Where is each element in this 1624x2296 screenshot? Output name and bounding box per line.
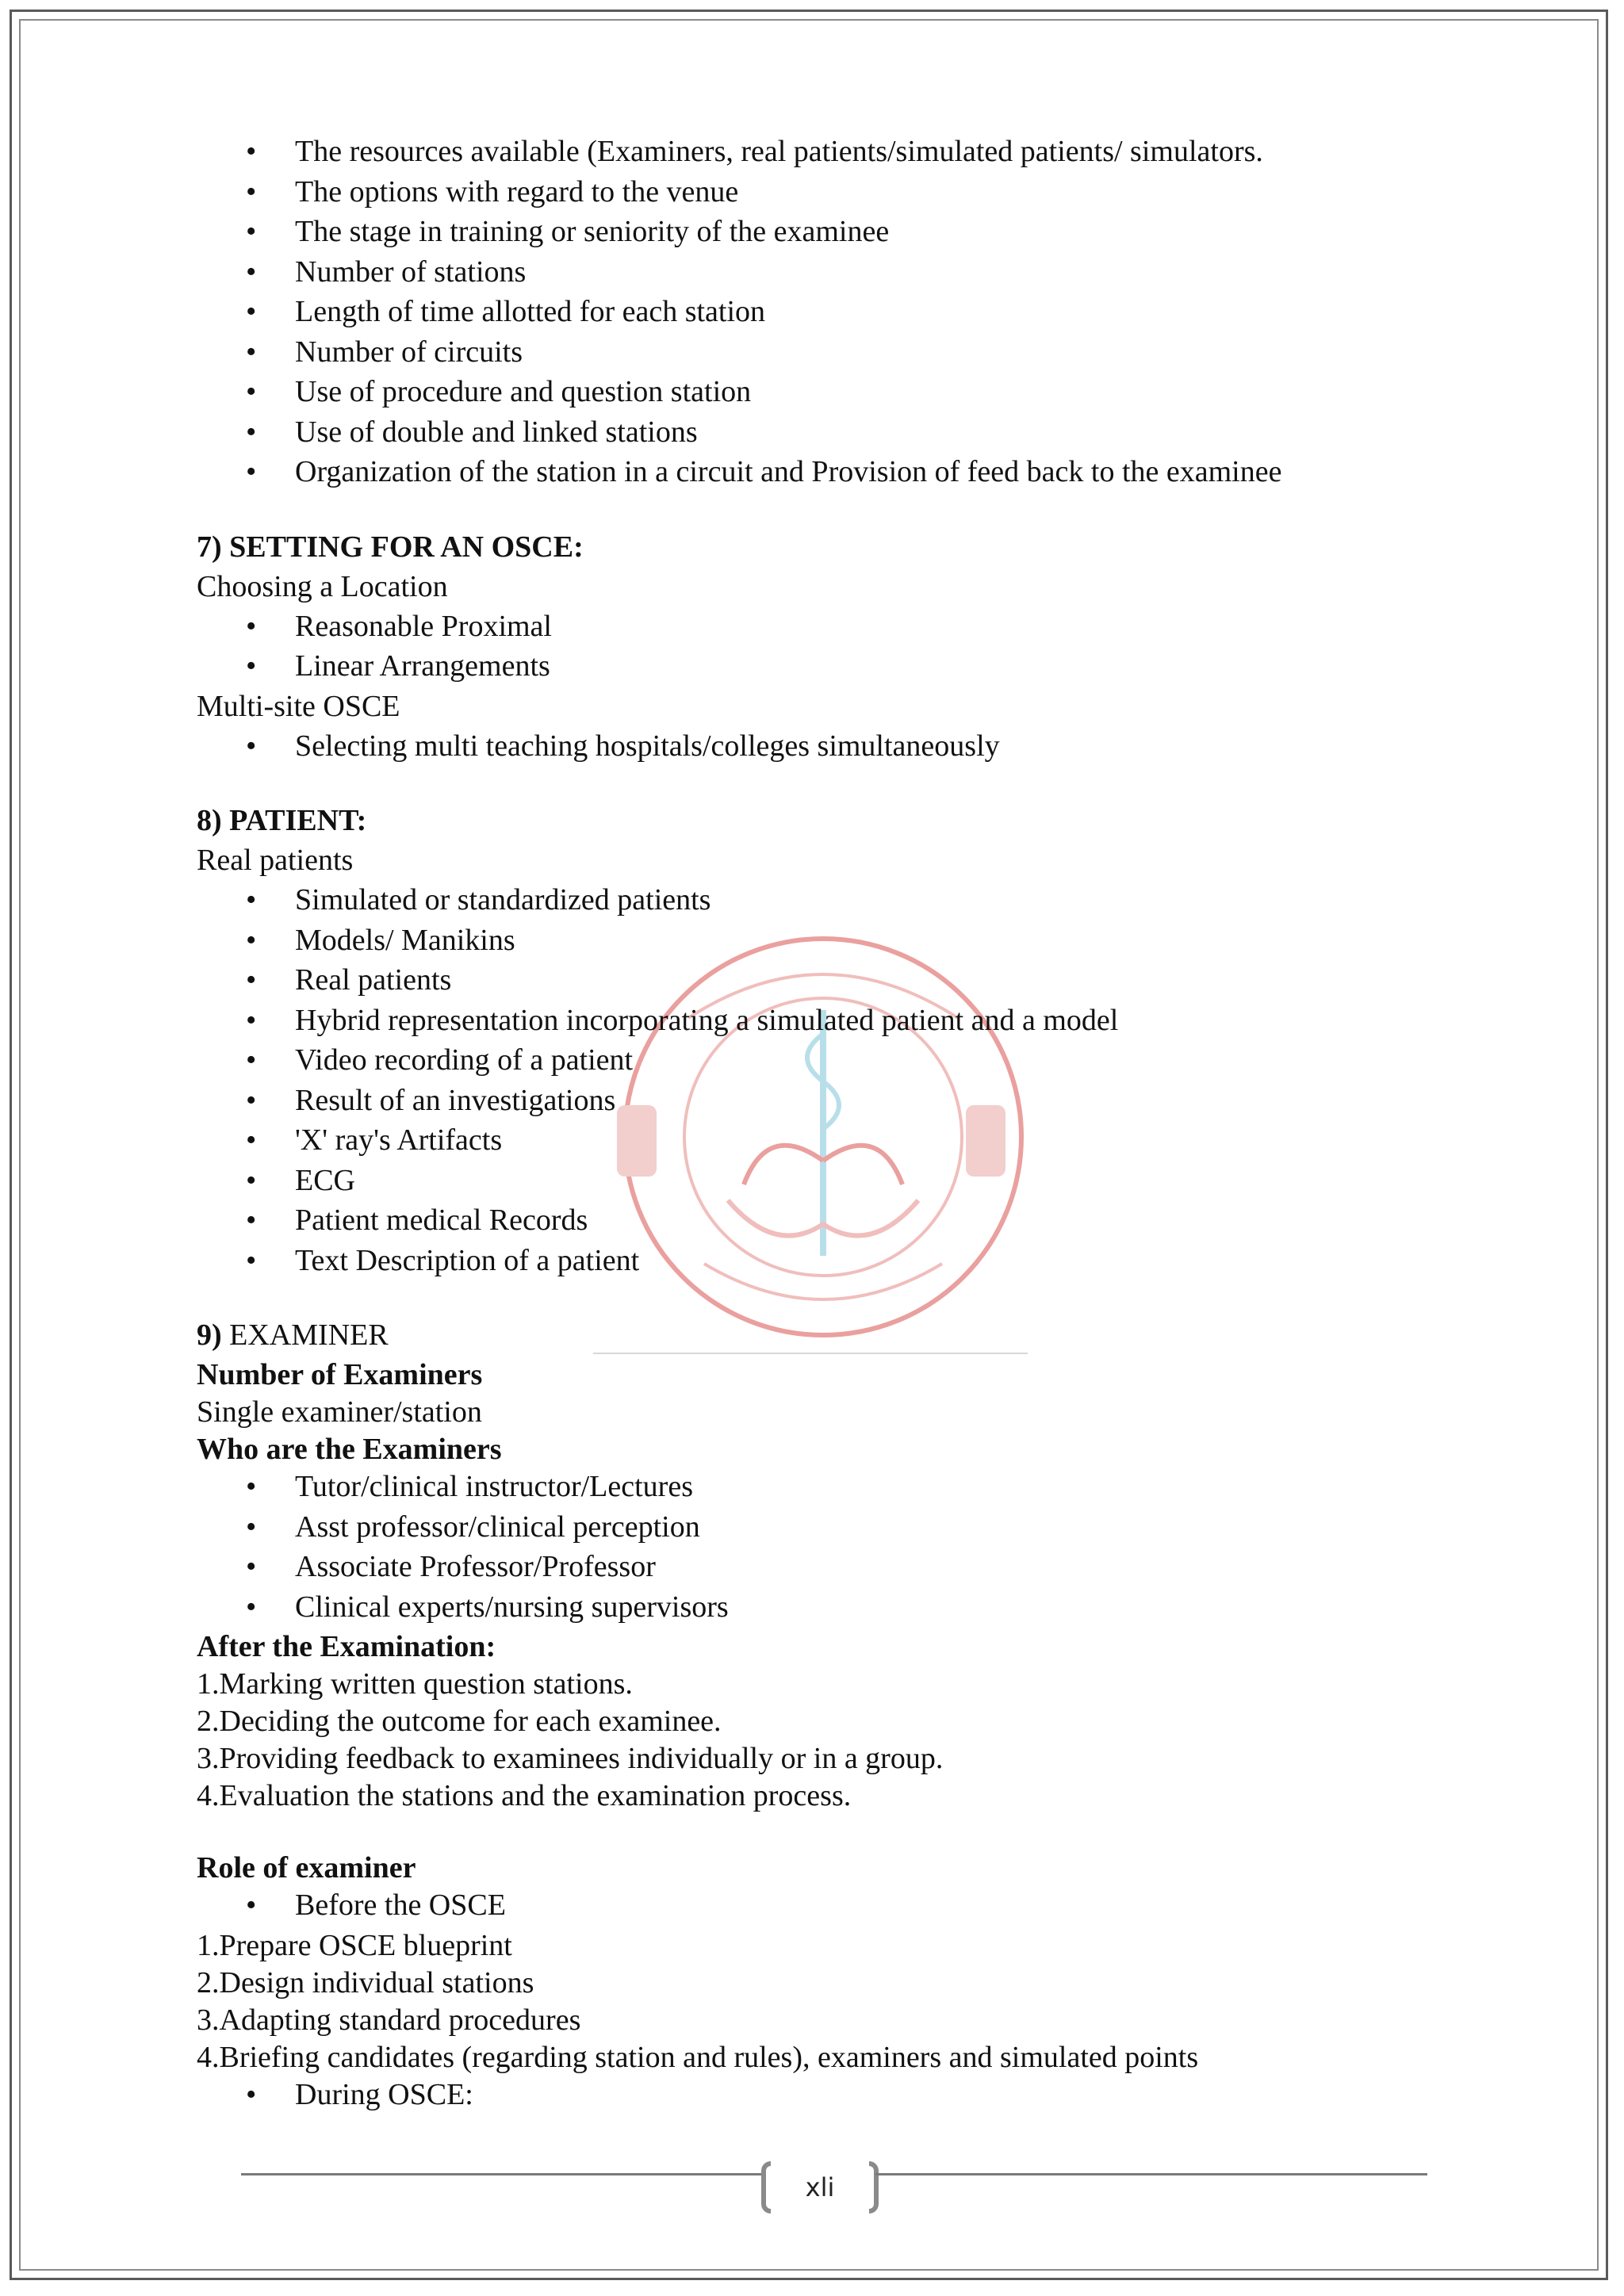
footer-bracket-left: [761, 2161, 771, 2214]
list-item: • Models/ Manikins: [246, 923, 515, 957]
intro-bullet-list: [197, 132, 1465, 492]
spacer: [197, 492, 1465, 527]
list-item: • The stage in training or seniority of the examinee: [246, 215, 890, 248]
footer-rule-right: [875, 2173, 1427, 2175]
list-item: • Number of stations: [246, 254, 527, 289]
footer-bracket-right: [869, 2161, 879, 2214]
list-item: • Tutor/clinical instructor/Lectures: [246, 1470, 693, 1503]
numbered-item: 2.Design individual stations: [197, 1965, 534, 1999]
section-heading: 9) EXAMINER: [197, 1318, 389, 1352]
section-examiner: [197, 1315, 1465, 2114]
numbered-item: 1.Prepare OSCE blueprint: [197, 1928, 512, 1962]
section-setting: [197, 527, 1465, 767]
numbered-item: 3.Adapting standard procedures: [197, 2003, 581, 2037]
list-item: • Video recording of a patient: [246, 1043, 634, 1077]
subheading: Real patients: [197, 844, 354, 877]
document-body: [197, 132, 1465, 2114]
list-item: • Before the OSCE: [246, 1888, 506, 1922]
list-item: • Result of an investigations: [246, 1083, 616, 1117]
list-item: • Patient medical Records: [246, 1203, 588, 1237]
list-item: • Asst professor/clinical perception: [246, 1510, 700, 1544]
subheading: Who are the Examiners: [197, 1433, 502, 1466]
numbered-item: 1.Marking written question stations.: [197, 1667, 633, 1701]
footer-rule-left: [241, 2173, 764, 2175]
list-item: • 'X' ray's Artifacts: [246, 1123, 503, 1157]
list-item: • Associate Professor/Professor: [246, 1550, 656, 1583]
list-item: • Use of double and linked stations: [246, 415, 698, 449]
subheading: After the Examination:: [197, 1630, 496, 1663]
list-item: • Selecting multi teaching hospitals/colleges simultaneously: [246, 729, 1000, 763]
list-item: • During OSCE:: [246, 2077, 473, 2111]
list-item: • Hybrid representation incorporating a simulated patient and a model: [246, 1003, 1119, 1037]
list-item: • Organization of the station in a circuit and Provision of feed back to the examinee: [246, 455, 1282, 488]
section-heading: 7) SETTING FOR AN OSCE:: [197, 530, 584, 564]
list-item: • ECG: [246, 1163, 355, 1197]
list-item: • Clinical experts/nursing supervisors: [246, 1590, 729, 1624]
list-item: • Reasonable Proximal: [246, 609, 552, 643]
subheading: Number of Examiners: [197, 1358, 483, 1391]
spacer: [197, 1280, 1465, 1315]
spacer: [197, 766, 1465, 801]
numbered-item: 2.Deciding the outcome for each examinee.: [197, 1705, 722, 1738]
section-patient: [197, 801, 1465, 1280]
list-item: • Use of procedure and question station: [246, 375, 752, 408]
list-item: • Simulated or standardized patients: [246, 883, 711, 916]
list-item: • The options with regard to the venue: [246, 174, 739, 209]
list-item: • Real patients: [246, 963, 452, 997]
subheading: Multi-site OSCE: [197, 689, 400, 723]
numbered-item: 3.Providing feedback to examinees individually or in a group.: [197, 1742, 944, 1775]
numbered-item: 4.Evaluation the stations and the examination process.: [197, 1779, 852, 1812]
list-item: • Length of time allotted for each station: [246, 295, 766, 328]
page-number: xli: [805, 2172, 835, 2202]
spacer: [197, 1813, 1465, 1848]
list-item: • Number of circuits: [246, 335, 523, 369]
numbered-item: 4.Briefing candidates (regarding station and rules), examiners and simulated points: [197, 2040, 1199, 2074]
list-item: • The resources available (Examiners, real patients/simulated patients/ simulators.: [246, 135, 1263, 168]
text-line: Single examiner/station: [197, 1395, 482, 1429]
list-item: • Linear Arrangements: [246, 649, 550, 683]
section-heading: 8) PATIENT:: [197, 804, 367, 837]
list-item: • Text Description of a patient: [246, 1243, 640, 1277]
subheading: Choosing a Location: [197, 569, 448, 603]
subheading: Role of examiner: [197, 1851, 416, 1885]
